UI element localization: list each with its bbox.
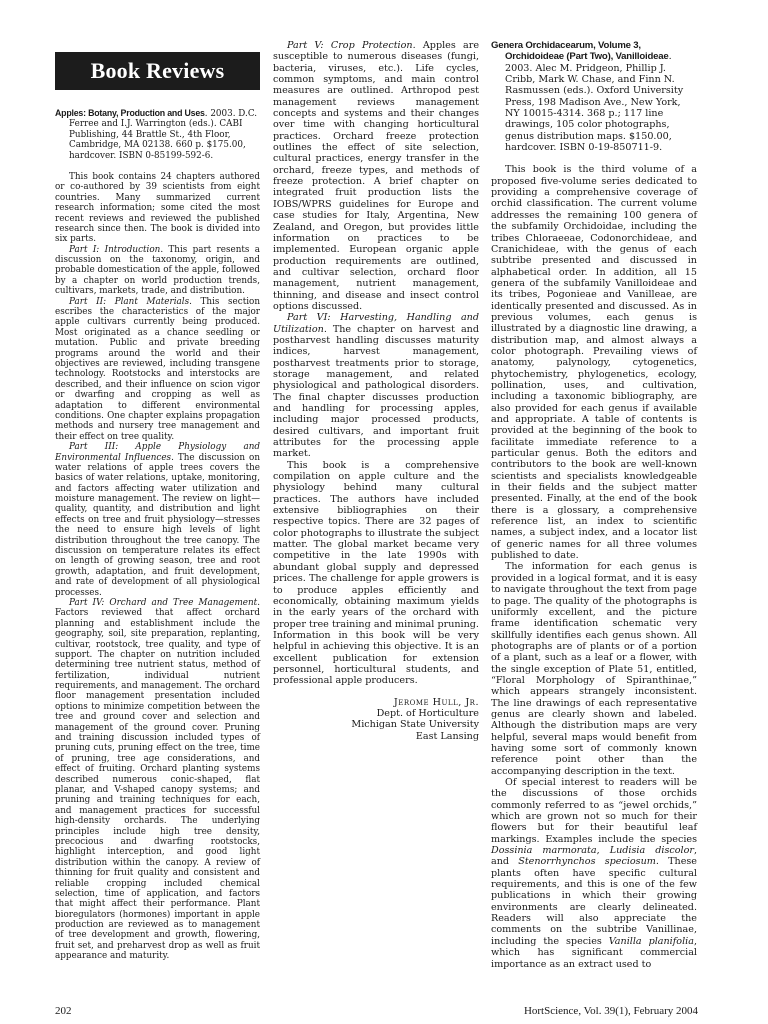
column-2	[273, 40, 479, 742]
review2-p3-part-c: , which has significant commercial importance as an extract used to	[491, 935, 697, 970]
part3-text: . The discussion on water relations of apple trees covers the basics of water relations, uptake, monitoring, and factors affecting water utilization and moisture management. The review on light—quality, quantity, and distribution and light effects on tree and fruit physiology—stresses the need to ensure high levels of light distribution throughout the tree canopy. The discussion on temperature relates its effect on length of growing season, tree and root growth, adaptation, and fruit development, and rate of development of all physiological processes.	[55, 452, 260, 598]
part4-heading: Part IV: Orchard and Tree Management	[69, 597, 258, 608]
sep-2: , and	[491, 845, 698, 868]
review2-paragraph-2: The information for each genus is provided in a logical format, and it is easy to navigate throughout the text from page to page. The quality of the photographs is uniformly excellent, and the picture frame identification schematic very skillfully identifies each genus shown. All photographs are of plants or of a portion of a plant, such as a leaf or a flower, with the single exception of Plate 51, entitled, “Floral Morphology of Spiranthinae,” which appears strangely inconsistent. The line drawings of each representative genus are clearly shown and labeled. Although the distribution maps are very helpful, several maps would benefit from having some sort of commonly known reference point other than the accompanying description in the text.	[491, 561, 697, 777]
review1-part3	[55, 442, 260, 598]
reviewer-city: East Lansing	[415, 730, 479, 742]
review2-paragraph-3	[491, 777, 697, 970]
review1-part5	[273, 40, 479, 312]
review2-paragraph-1: This book is the third volume of a proposed five-volume series dedicated to providing a comprehensive coverage of orchid classification. The current volume addresses the remaining 100 genera of the subfamily Orchidoidae, including the tribes Chloraeeae, Codonorchideae, and Cranichideae, with the genus of each subtribe presented and discussed in alphabetical order. In addition, all 15 genera of the subfamily Vanilloideae and its tribes, Pogonieae and Vanilleae, are identically presented and discussed. As in previous volumes, each genus is illustrated by a diagnostic line drawing, a distribution map, and almost always a color photograph. Prevailing views of anatomy, palynology, cytogenetics, phytochemistry, phylogenetics, ecology, pollination, uses, and cultivation, including a taxonomic bibliography, are also provided for each genus if available and appropriate. A table of contents is provided at the beginning of the book to facilitate immediate reference to a particular genus. Both the editors and contributors to the book are well-known scientists and specialists knowledgeable in their fields and the subject matter presented. Finally, at the end of the book there is a glossary, a comprehensive reference list, an index to scientific names, a subject index, and a locator list of generic names for all three volumes published to date.	[491, 164, 697, 562]
species-dossinia: Dossinia marmorata	[491, 845, 597, 857]
part3-heading: Part III: Apple Physiology and Environmental Influences	[55, 442, 260, 463]
reviewer-name: Jerome Hull, Jr.	[393, 696, 479, 708]
review1-part1	[55, 245, 260, 297]
journal-footer: HortScience, Vol. 39(1), February 2004	[523, 1005, 698, 1017]
sep-1: ,	[596, 845, 610, 857]
review2-book-title: Genera Orchidacearum, Volume 3, Orchidoideae (Part Two), Vanilloideae	[491, 40, 669, 63]
part5-text: . Apples are susceptible to numerous diseases (fungi, bacteria, viruses, etc.). Life cycles, common symptoms, and main control measures are outlined. Arthropod pest management reviews management concepts and systems and their changes over time with changing horticultural practices. Orchard freeze protection outlines the effect of site selection, cultural practices, energy transfer in the orchard, freeze types, and methods of freeze protection. A brief chapter on integrated fruit production lists the IOBS/WPRS guidelines for Europe and case studies for Italy, Argentina, New Zealand, and Oregon, but provides little information on practices to be implemented. European organic apple production requirements are outlined, and cultivar selection, orchard floor management, nutrient management, thinning, and disease and insect control options discussed.	[273, 40, 479, 312]
reviewer-department: Dept. of Horticulture	[376, 707, 479, 719]
review1-part4	[55, 598, 260, 962]
reviewer-signature	[273, 697, 479, 742]
part6-text: . The chapter on harvest and postharvest handling discusses maturity indices, harvest management, postharvest treatments prior to storage, storage management, and related physiological and pathological disorders. The final chapter discusses production and handling for processing apples, including major processed products, desired cultivars, and important fruit attributes for the processing apple market.	[273, 323, 479, 460]
review1-citation	[55, 108, 260, 161]
part4-text: . Factors reviewed that affect orchard planning and establishment include the geography, soil, site preparation, replanting, cultivar, rootstock, tree quality, and type of support. The chapter on nutrition included determining tree nutrient status, method of fertilization, individual nutrient requirements, and management. The orchard floor management presentation included options to minimize competition between the tree and ground cover and selection and management of the ground cover. Pruning and training discussion included types of pruning cuts, pruning effect on the tree, time of pruning, tree age considerations, and effect of fruiting. Orchard planting systems described numerous conic-shaped, flat planar, and V-shaped canopy systems; and pruning and training techniques for each, and management practices for successful high-density orchards. The underlying principles include high tree density, precocious and dwarfing rootstocks, highlight interception, and good light distribution within the canopy. A review of thinning for fruit quality and consistent and reliable cropping included chemical selection, time of application, and factors that might affect their performance. Plant bioregulators (hormones) important in apple production are reviewed as to management of tree development and growth, flowering, fruit set, and preharvest drop as well as fruit appearance and maturity.	[55, 597, 260, 962]
part1-heading: Part I: Introduction	[69, 244, 161, 255]
part5-heading: Part V: Crop Protection	[287, 40, 413, 51]
part2-text: . This section escribes the characteristics of the major apple cultivars currently being produced. Most originated as a chance seedling or mutation. Public and private breeding programs around the world and their objectives are reviewed, including transgene technology. Rootstocks and interstocks are described, and their influence on scion vigor or dwarfing and cropping as well as adaptation to different environmental conditions. One chapter explains propagation methods and nursery tree management and their effect on tree quality.	[55, 296, 260, 442]
review2-p3-part-b: . These plants often have specific cultural requirements, and this is one of the few publications in which their growing environments are clearly delineated. Readers will also appreciate the comments on the subtribe Vanillinae, including the species	[491, 856, 697, 947]
column-3	[491, 40, 697, 970]
review2-citation-details: . 2003. Alec M. Pridgeon, Phillip J. Cribb, Mark W. Chase, and Finn N. Rasmussen (eds.). Oxford University Press, 198 Madison Ave., New York, NY 10015-4314. 368 p.; 117 line drawings, 105 color photographs, genus distribution maps. $150.00, hardcover. ISBN 0-19-850711-9.	[505, 51, 684, 154]
species-vanilla: Vanilla planifolia	[608, 935, 694, 947]
review1-part6	[273, 312, 479, 459]
part6-heading: Part VI: Harvesting, Handling and Utilization	[273, 312, 479, 335]
review2-p3-part-a: Of special interest to readers will be the discussions of those orchids commonly referred to as “jewel orchids,” which are grown not so much for their flowers but for their beautiful leaf markings. Examples include the species	[491, 777, 697, 845]
review1-part2	[55, 297, 260, 442]
species-stenorrhynchos: Stenorrhynchos speciosum	[518, 856, 656, 868]
page-number: 202	[55, 1005, 72, 1017]
review1-summary: This book is a comprehensive compilation on apple culture and the physiology behind many cultural practices. The authors have included extensive bibliographies on their respective topics. There are 32 pages of color photographs to illustrate the subject matter. The global market became very competitive in the late 1990s with abundant global supply and depressed prices. The challenge for apple growers is to produce apples efficiently and economically, obtaining maximum yields in the early years of the orchard with proper tree training and minimal pruning. Information in this book will be very helpful in achieving this objective. It is an excellent publication for extension personnel, horticultural students, and professional apple producers.	[273, 459, 479, 687]
part2-heading: Part II: Plant Materials	[69, 296, 190, 307]
reviewer-university: Michigan State University	[351, 719, 479, 731]
species-ludisia: Ludisia discolor	[609, 845, 694, 857]
column-1	[55, 108, 260, 962]
review1-paragraph-intro: This book contains 24 chapters authored or co-authored by 39 scientists from eight countries. Many summarized current research information; some cited the most recent reviews and reviewed the published research since then. The book is divided into six parts.	[55, 171, 260, 245]
review1-citation-details: . 2003. D.C. Ferree and I.J. Warrington (eds.). CABI Publishing, 44 Brattle St., 4th Floor, Cambridge, MA 02138. 660 p. $175.00, hardcover. ISBN 0-85199-592-6.	[69, 109, 258, 161]
review1-book-title: Apples: Botany, Production and Uses	[55, 108, 205, 118]
review2-citation	[491, 40, 697, 153]
part1-text: . This part resents a discussion on the taxonomy, origin, and probable domestication of the apple, followed by a chapter on world production trends, cultivars, markets, trade, and distribution.	[55, 244, 260, 297]
section-title: Book Reviews	[55, 52, 260, 90]
